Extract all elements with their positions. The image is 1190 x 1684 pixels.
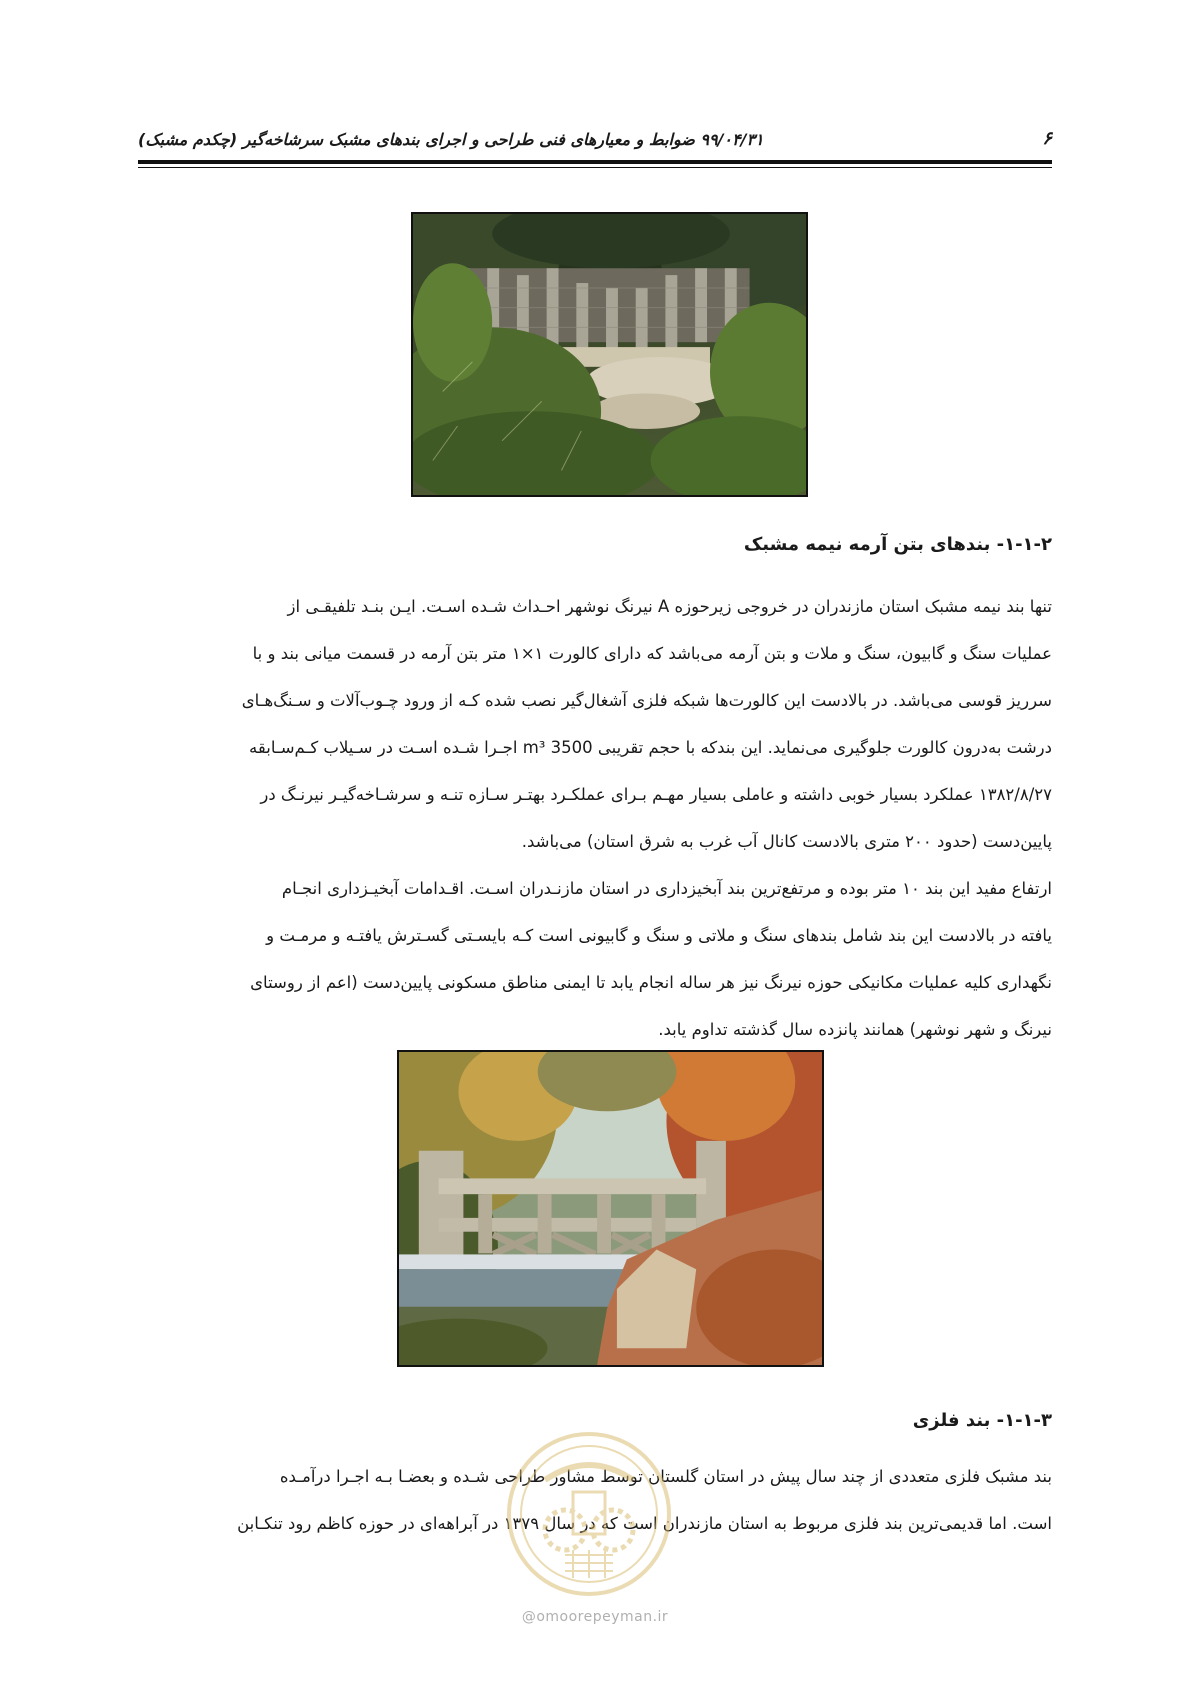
text-line: ۱۳۸۲/۸/۲۷ عملکرد بسیار خوبی داشته و عاملی بسیار مهـم بـرای عملکـرد بهتـر سـازه تنـه و سرشـاخه‌گیـر نیرنـگ در [260, 785, 1052, 804]
text-line: سرریز قوسی می‌باشد. در بالادست این کالورت‌ها شبکه فلزی آشغال‌گیر نصب شده کـه از ورود چـوب‌آلات و سـنگ‌هـای [241, 691, 1052, 710]
header-rule-thick [138, 160, 1052, 164]
photo-semi-lattice-check-dam [411, 212, 808, 497]
text-line: نگهداری کلیه عملیات مکانیکی حوزه نیرنگ نیز هر ساله انجام یابد تا ایمنی مناطق مسکونی پایین‌دست (اعم از روستای [250, 973, 1052, 992]
text-line: بند مشبک فلزی متعددی از چند سال پیش در استان گلستان توسط مشاور طراحی شـده و بعضـا بـه اجـرا درآمـده [279, 1467, 1052, 1486]
page-number: ۶ [1042, 128, 1052, 149]
text-line: نیرنگ و شهر نوشهر) همانند پانزده سال گذشته تداوم یابد. [658, 1020, 1052, 1039]
paragraph [140, 583, 1052, 865]
watermark-url: @omoorepeyman.ir [521, 1609, 669, 1625]
text-line: تنها بند نیمه مشبک استان مازندران در خروجی زیرحوزه A نیرنگ نوشهر احـداث شـده اسـت. ایـن بنـد تلفیقـی از [287, 597, 1052, 616]
text-line: ارتفاع مفید این بند ۱۰ متر بوده و مرتفع‌ترین بند آبخیزداری در استان مازنـدران اسـت. اقـدامات آبخیـزداری انجـام [281, 879, 1052, 898]
text-line: یافته در بالادست این بند شامل بندهای سنگ و ملاتی و سنگ و گابیونی است کـه بایسـتی گسـترش یافتـه و مرمـت و [266, 926, 1052, 945]
running-header [138, 128, 1052, 152]
watermark-seal [505, 1430, 673, 1598]
paragraph [140, 865, 1052, 1053]
text-line: درشت به‌درون کالورت جلوگیری می‌نماید. این بندکه با حجم تقریبی 3500 m³ اجـرا شـده اسـت در سـیلاب کـم‌سـابقه [249, 738, 1052, 757]
text-line: است. اما قدیمی‌ترین بند فلزی مربوط به استان مازندران است که در سال ۱۳۷۹ در آبراهه‌ای در حوزه کاظم رود تنکـابن [237, 1514, 1052, 1533]
running-title: ۹۹/۰۴/۳۱ ضوابط و معیارهای فنی طراحی و اجرای بندهای مشبک سرشاخه‌گیر (چکدم مشبک) [138, 130, 764, 149]
text-line: پایین‌دست (حدود ۲۰۰ متری بالادست کانال آب غرب به شرق استان) می‌باشد. [521, 832, 1052, 851]
section-heading: ۱-۱-۲- بندهای بتن آرمه نیمه مشبک [743, 534, 1052, 555]
section-heading: ۱-۱-۳- بند فلزی [912, 1410, 1052, 1431]
photo-concrete-dam-autumn [397, 1050, 824, 1367]
header-rule-thin [138, 167, 1052, 168]
text-line: عملیات سنگ و گابیون، سنگ و ملات و بتن آرمه می‌باشد که دارای کالورت ۱×۱ متر بتن آرمه در قسمت میانی بند و با [252, 644, 1052, 663]
